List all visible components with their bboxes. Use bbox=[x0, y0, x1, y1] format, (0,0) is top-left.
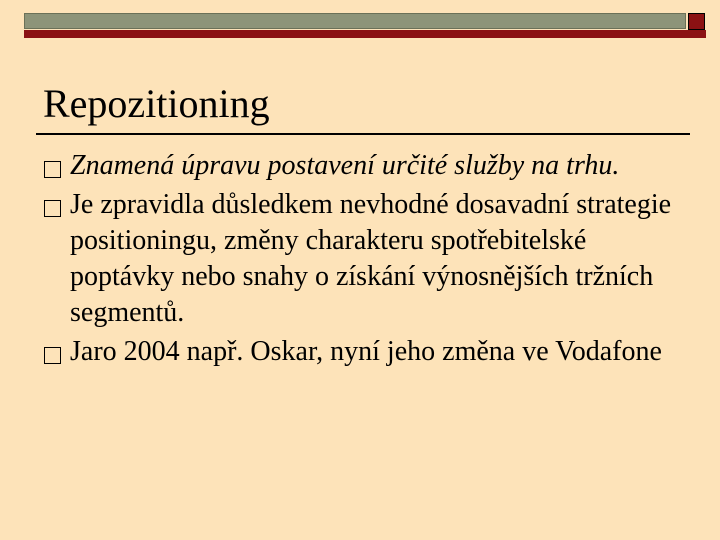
slide-title: Repozitioning bbox=[43, 81, 270, 126]
bullet-list bbox=[42, 148, 682, 373]
bullet-item bbox=[42, 187, 682, 331]
square-bullet-icon bbox=[44, 347, 61, 364]
title-underline bbox=[36, 133, 690, 135]
bullet-text: Znamená úpravu postavení určité služby na trhu. bbox=[70, 150, 620, 181]
square-bullet-icon bbox=[44, 161, 61, 178]
bullet-text: Jaro 2004 např. Oskar, nyní jeho změna ve Vodafone bbox=[70, 336, 662, 367]
header-decor-bar bbox=[24, 13, 686, 29]
bullet-item bbox=[42, 334, 682, 370]
header-accent-stripe bbox=[24, 30, 706, 38]
square-bullet-icon bbox=[44, 200, 61, 217]
bullet-text: Je zpravidla důsledkem nevhodné dosavadní strategie positioningu, změny charakteru spotřebitelské poptávky nebo snahy o získání výnosnějších tržních segmentů. bbox=[70, 189, 672, 328]
bullet-item bbox=[42, 148, 682, 184]
corner-square-decor bbox=[688, 13, 705, 30]
